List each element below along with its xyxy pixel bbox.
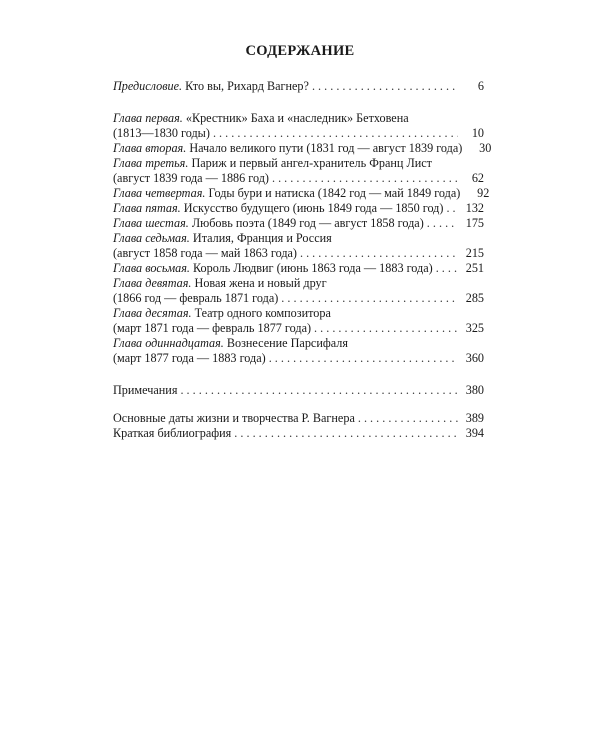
toc-entry-text: Король Людвиг (июнь 1863 года — 1883 года) bbox=[193, 261, 433, 275]
toc-entry-text: Париж и первый ангел-хранитель Франц Лист bbox=[191, 156, 432, 170]
toc-line bbox=[113, 336, 484, 351]
toc-entry-text: (1866 год — февраль 1871 года) bbox=[113, 291, 279, 305]
toc-line bbox=[113, 261, 484, 276]
toc-line bbox=[113, 291, 484, 306]
toc-line bbox=[113, 216, 484, 231]
toc-line-text bbox=[113, 383, 177, 398]
toc-entry-text: Основные даты жизни и творчества Р. Вагнера bbox=[113, 411, 355, 425]
toc-entry-text: Годы бури и натиска (1842 год — май 1849 года) bbox=[208, 186, 461, 200]
toc-page-number: 251 bbox=[465, 261, 484, 275]
toc-entry[interactable] bbox=[113, 231, 484, 261]
toc-line-text bbox=[113, 306, 331, 320]
toc-entry-text: (1813—1830 годы) bbox=[113, 126, 210, 140]
toc-page-number: 6 bbox=[477, 79, 484, 93]
dot-leader bbox=[234, 426, 458, 441]
toc-line bbox=[113, 156, 484, 171]
toc-line bbox=[113, 306, 484, 321]
toc-entry-label: Глава девятая. bbox=[113, 276, 192, 290]
toc-entry-text: Вознесение Парсифаля bbox=[226, 336, 348, 350]
toc-line bbox=[113, 171, 484, 186]
toc-line-text bbox=[113, 156, 432, 170]
toc-entry-text: Примечания bbox=[113, 383, 178, 397]
dot-leader bbox=[300, 246, 458, 261]
toc-line bbox=[113, 383, 484, 398]
toc-entry-text: «Крестник» Баха и «наследник» Бетховена bbox=[185, 111, 409, 125]
toc-entry-label: Глава одиннадцатая. bbox=[113, 336, 224, 350]
toc-entry[interactable] bbox=[113, 201, 484, 216]
toc-line-text bbox=[113, 321, 311, 336]
dot-leader bbox=[358, 411, 458, 426]
toc-entry-label: Глава пятая. bbox=[113, 201, 181, 215]
toc-line-text bbox=[113, 246, 297, 261]
toc-entry-label: Глава третья. bbox=[113, 156, 189, 170]
toc-line-text bbox=[113, 141, 462, 156]
dot-leader bbox=[312, 79, 458, 94]
toc-gap bbox=[113, 94, 484, 111]
toc-entry-text: (март 1877 года — 1883 года) bbox=[113, 351, 266, 365]
toc-line-text bbox=[113, 411, 355, 426]
toc-entry-text: Новая жена и новый друг bbox=[194, 276, 327, 290]
toc-entry[interactable] bbox=[113, 141, 492, 156]
dot-leader bbox=[269, 351, 458, 366]
toc-line-text bbox=[113, 111, 409, 125]
toc-page-number: 175 bbox=[465, 216, 484, 230]
table-of-contents bbox=[113, 79, 492, 441]
toc-line-text bbox=[113, 79, 309, 94]
toc-page-number: 325 bbox=[465, 321, 484, 335]
toc-page-number: 10 bbox=[471, 126, 484, 140]
toc-entry-text: Краткая библиография bbox=[113, 426, 232, 440]
toc-entry[interactable] bbox=[113, 336, 484, 366]
toc-line bbox=[113, 276, 484, 291]
toc-line bbox=[113, 186, 490, 201]
toc-page-number: 380 bbox=[465, 383, 484, 397]
toc-line-text bbox=[113, 201, 443, 216]
dot-leader bbox=[436, 261, 458, 276]
toc-entry-label: Предисловие. bbox=[113, 79, 183, 93]
dot-leader bbox=[213, 126, 458, 141]
toc-entry[interactable] bbox=[113, 216, 484, 231]
toc-line-text bbox=[113, 231, 332, 245]
toc-entry-text: Любовь поэта (1849 год — август 1858 года) bbox=[191, 216, 424, 230]
toc-page-number: 92 bbox=[477, 186, 490, 200]
toc-entry[interactable] bbox=[113, 186, 490, 201]
toc-line bbox=[113, 246, 484, 261]
toc-entry[interactable] bbox=[113, 276, 484, 306]
toc-entry[interactable] bbox=[113, 411, 484, 426]
toc-line bbox=[113, 111, 484, 126]
dot-leader bbox=[180, 383, 458, 398]
toc-line bbox=[113, 411, 484, 426]
dot-leader bbox=[427, 216, 458, 231]
toc-line-text bbox=[113, 126, 210, 141]
toc-line bbox=[113, 351, 484, 366]
toc-entry-label: Глава восьмая. bbox=[113, 261, 190, 275]
toc-entry-label: Глава десятая. bbox=[113, 306, 192, 320]
toc-line bbox=[113, 79, 484, 94]
dot-leader bbox=[314, 321, 458, 336]
toc-page-number: 215 bbox=[465, 246, 484, 260]
toc-entry-text: (август 1839 года — 1886 год) bbox=[113, 171, 269, 185]
toc-entry[interactable] bbox=[113, 111, 484, 141]
toc-entry[interactable] bbox=[113, 79, 484, 94]
toc-entry-text: Начало великого пути (1831 год — август 1839 года) bbox=[189, 141, 463, 155]
toc-page-number: 62 bbox=[471, 171, 484, 185]
toc-line bbox=[113, 126, 484, 141]
toc-line-text bbox=[113, 291, 278, 306]
toc-gap bbox=[113, 398, 484, 411]
toc-entry-text: (март 1871 года — февраль 1877 года) bbox=[113, 321, 312, 335]
toc-line-text bbox=[113, 261, 433, 276]
toc-page-number: 285 bbox=[465, 291, 484, 305]
toc-gap bbox=[113, 366, 484, 383]
toc-page-number: 389 bbox=[465, 411, 484, 425]
toc-page-number: 132 bbox=[465, 201, 484, 215]
toc-line-text bbox=[113, 276, 327, 290]
toc-line-text bbox=[113, 186, 460, 201]
toc-entry-text: Искусство будущего (июнь 1849 года — 1850 год) bbox=[183, 201, 444, 215]
dot-leader bbox=[446, 201, 458, 216]
toc-entry[interactable] bbox=[113, 306, 484, 336]
toc-entry[interactable] bbox=[113, 156, 484, 186]
toc-entry-label: Глава шестая. bbox=[113, 216, 189, 230]
toc-entry[interactable] bbox=[113, 383, 484, 398]
toc-line bbox=[113, 201, 484, 216]
toc-line bbox=[113, 426, 484, 441]
toc-page-number: 360 bbox=[465, 351, 484, 365]
toc-line bbox=[113, 321, 484, 336]
toc-entry[interactable] bbox=[113, 426, 484, 441]
toc-entry-text: Театр одного композитора bbox=[194, 306, 331, 320]
toc-title: СОДЕРЖАНИЕ bbox=[245, 43, 355, 59]
toc-entry-text: Италия, Франция и Россия bbox=[192, 231, 332, 245]
toc-line-text bbox=[113, 171, 269, 186]
toc-line-text bbox=[113, 216, 424, 231]
toc-line-text bbox=[113, 426, 231, 441]
toc-line bbox=[113, 141, 492, 156]
toc-entry-text: Кто вы, Рихард Вагнер? bbox=[185, 79, 309, 93]
toc-entry-text: (август 1858 года — май 1863 года) bbox=[113, 246, 297, 260]
dot-leader bbox=[281, 291, 458, 306]
toc-entry[interactable] bbox=[113, 261, 484, 276]
dot-leader bbox=[272, 171, 458, 186]
toc-entry-label: Глава первая. bbox=[113, 111, 183, 125]
toc-line-text bbox=[113, 351, 266, 366]
toc-entry-label: Глава вторая. bbox=[113, 141, 187, 155]
toc-line bbox=[113, 231, 484, 246]
toc-page-number: 394 bbox=[465, 426, 484, 440]
toc-line-text bbox=[113, 336, 348, 350]
toc-entry-label: Глава седьмая. bbox=[113, 231, 190, 245]
toc-page-number: 30 bbox=[479, 141, 492, 155]
toc-entry-label: Глава четвертая. bbox=[113, 186, 206, 200]
